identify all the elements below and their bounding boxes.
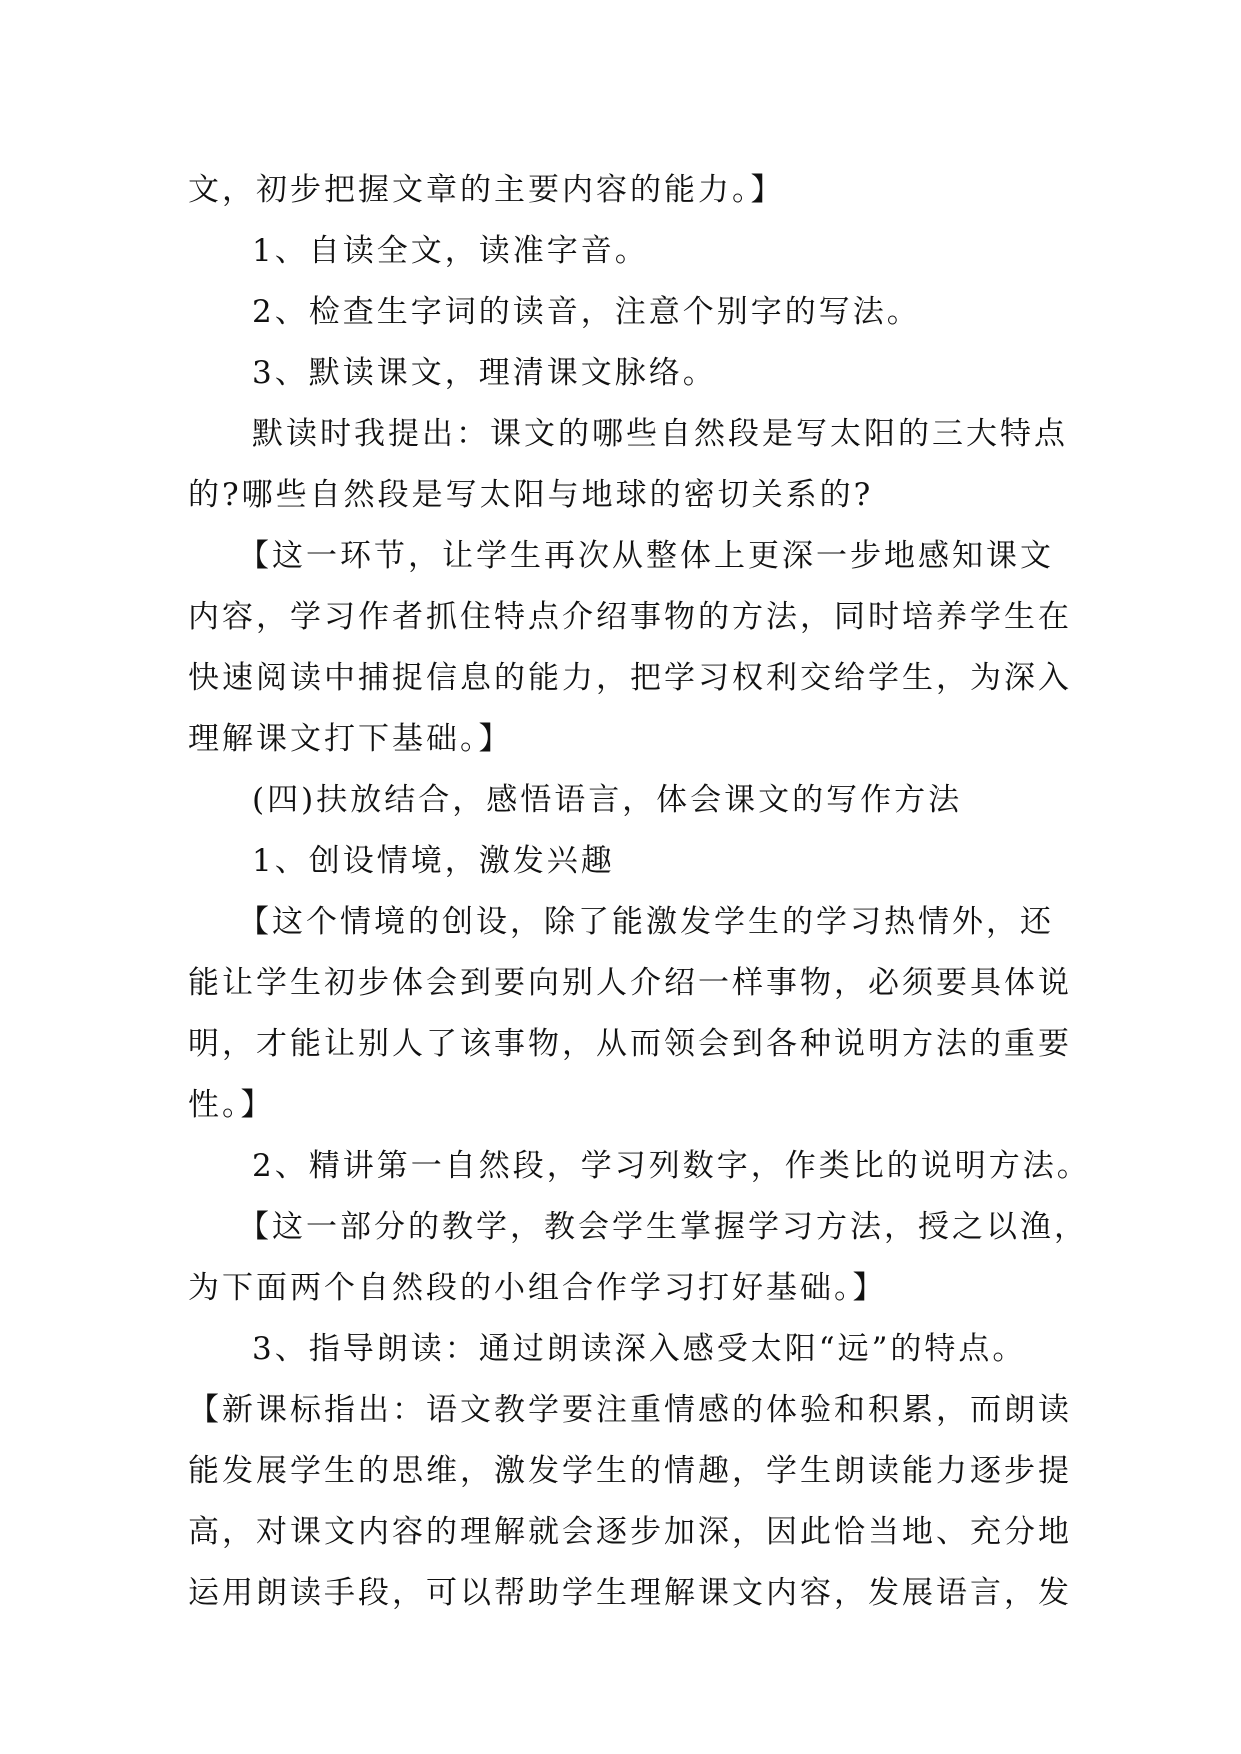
text-line: 性。】 [188, 1087, 275, 1123]
text-line: 3、指导朗读：通过朗读深入感受太阳“远”的特点。 [252, 1331, 1027, 1367]
text-line: 的?哪些自然段是写太阳与地球的密切关系的? [188, 477, 874, 513]
text-line: 运用朗读手段，可以帮助学生理解课文内容，发展语言，发 [188, 1575, 1072, 1611]
text-line: 为下面两个自然段的小组合作学习打好基础。】 [188, 1270, 887, 1306]
text-line: 1、创设情境，激发兴趣 [252, 843, 615, 879]
text-line: 默读时我提出：课文的哪些自然段是写太阳的三大特点 [252, 416, 1068, 452]
text-line: 2、检查生字词的读音，注意个别字的写法。 [252, 294, 921, 330]
text-line: 【这个情境的创设，除了能激发学生的学习热情外，还 [238, 904, 1054, 940]
text-line: 3、默读课文，理清课文脉络。 [252, 355, 717, 391]
text-line: 【这一环节，让学生再次从整体上更深一步地感知课文 [238, 538, 1054, 574]
document-body [188, 160, 1091, 1624]
text-line: 【这一部分的教学，教会学生掌握学习方法，授之以渔， [238, 1209, 1088, 1245]
text-line: 明，才能让别人了该事物，从而领会到各种说明方法的重要 [188, 1026, 1072, 1062]
text-line: (四)扶放结合，感悟语言，体会课文的写作方法 [252, 782, 963, 818]
text-line: 2、精讲第一自然段，学习列数字，作类比的说明方法。 [252, 1148, 1091, 1184]
text-line: 1、自读全文，读准字音。 [252, 233, 649, 269]
text-line: 能让学生初步体会到要向别人介绍一样事物，必须要具体说 [188, 965, 1072, 1001]
text-line: 内容，学习作者抓住特点介绍事物的方法，同时培养学生在 [188, 599, 1072, 635]
text-line: 高，对课文内容的理解就会逐步加深，因此恰当地、充分地 [188, 1514, 1072, 1550]
text-line: 文，初步把握文章的主要内容的能力。】 [188, 172, 785, 208]
text-line: 能发展学生的思维，激发学生的情趣，学生朗读能力逐步提 [188, 1453, 1072, 1489]
text-line: 理解课文打下基础。】 [188, 721, 513, 757]
text-line: 【新课标指出：语文教学要注重情感的体验和积累，而朗读 [188, 1392, 1072, 1428]
text-line: 快速阅读中捕捉信息的能力，把学习权利交给学生，为深入 [188, 660, 1072, 696]
